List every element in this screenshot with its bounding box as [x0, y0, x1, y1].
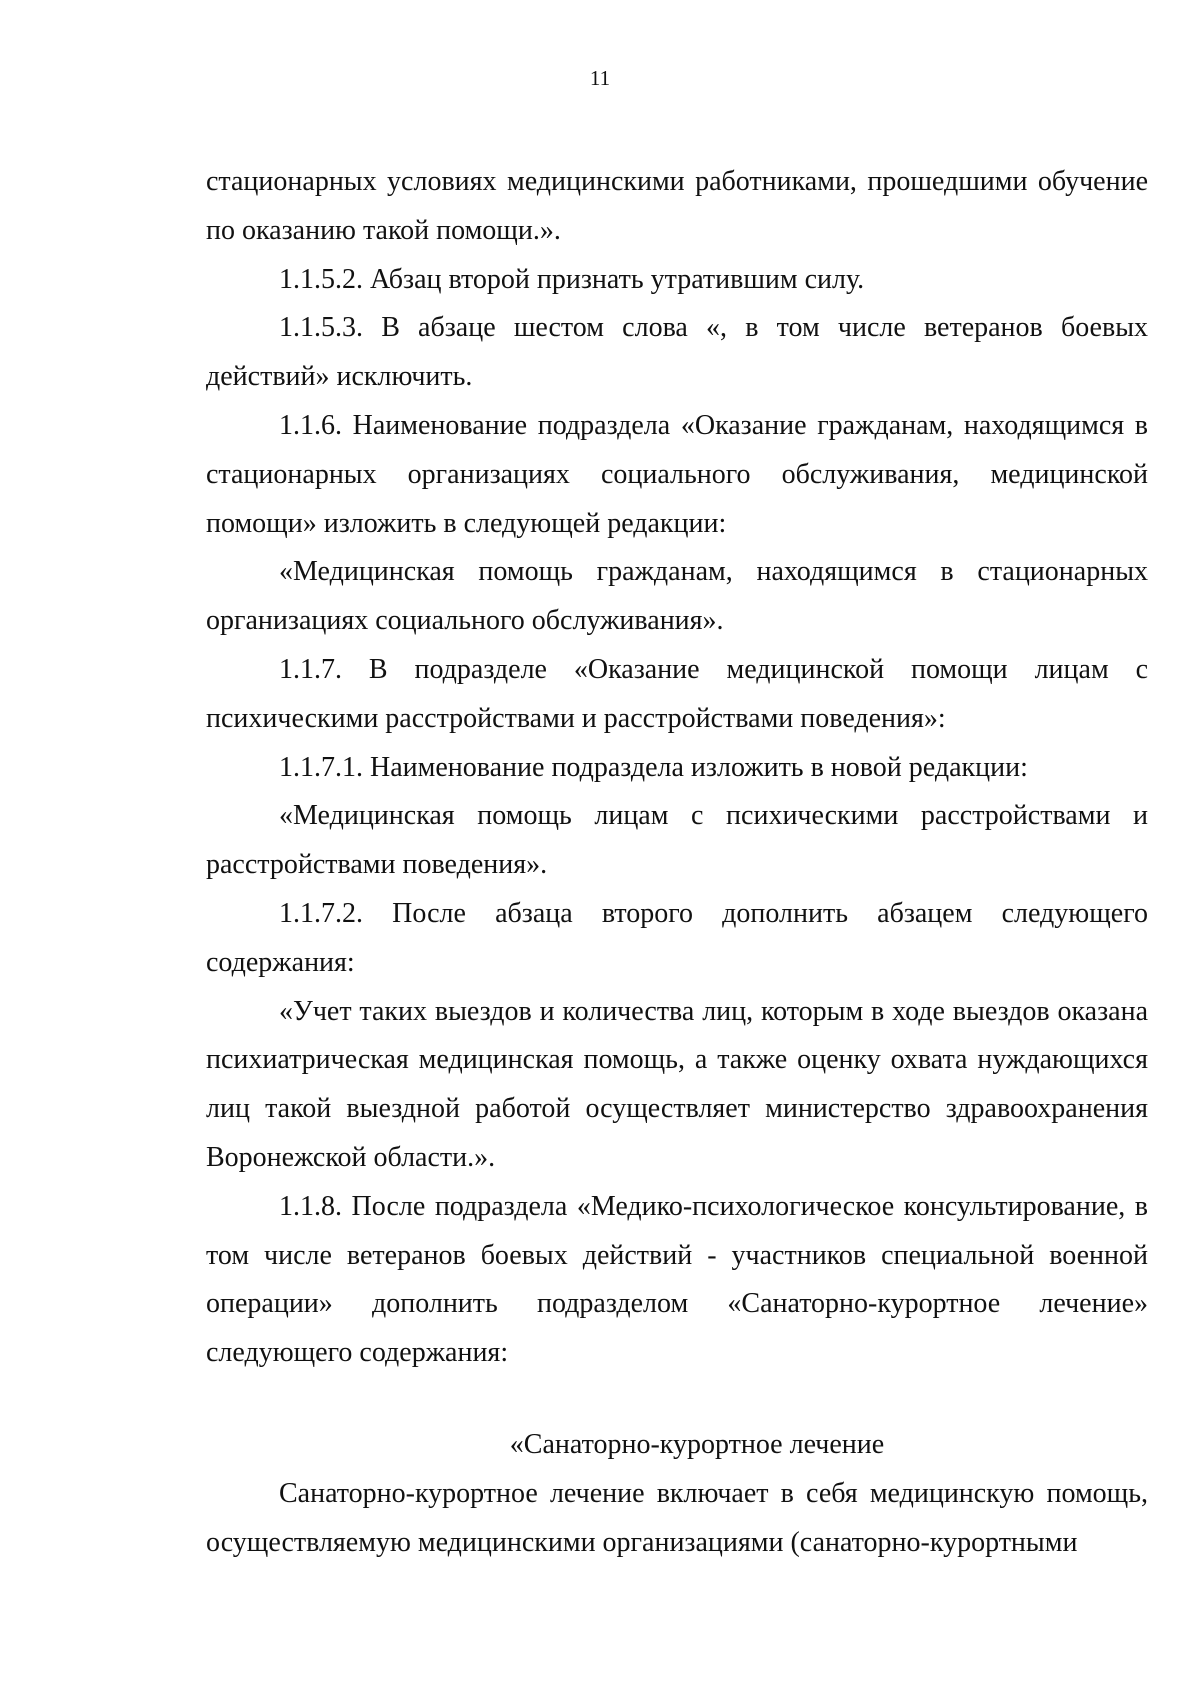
page-number: 11: [589, 66, 611, 90]
section-heading: «Санаторно-курортное лечение: [509, 1428, 885, 1460]
paragraph-1-1-5-3: 1.1.5.3. В абзаце шестом слова «, в том числе ветеранов боевых действий» исключить.: [206, 312, 1148, 393]
paragraph-1-1-7-1: 1.1.7.1. Наименование подраздела изложить в новой редакции:: [279, 751, 1028, 783]
paragraph-quote-accounting: «Учет таких выездов и количества лиц, которым в ходе выездов оказана психиатрическая медицинская помощь, а также оценку охвата нуждающихся лиц такой выездной работой осуществляет министерство здравоохранения Воронежской области.».: [206, 995, 1148, 1173]
paragraph-1-1-7: 1.1.7. В подразделе «Оказание медицинской помощи лицам с психическими расстройствами и расстройствами поведения»:: [206, 653, 1148, 734]
paragraph-1-1-8: 1.1.8. После подраздела «Медико-психологическое консультирование, в том числе ветеранов боевых действий - участников специальной военной операции» дополнить подразделом «Санаторно-курортное лечение» следующего содержания:: [206, 1190, 1148, 1369]
paragraph-1-1-5-2: 1.1.5.2. Абзац второй признать утратившим силу.: [279, 263, 865, 295]
paragraph-continuation: стационарных условиях медицинскими работниками, прошедшими обучение по оказанию такой помощи.».: [206, 166, 1148, 246]
paragraph-1-1-7-2: 1.1.7.2. После абзаца второго дополнить абзацем следующего содержания:: [206, 897, 1148, 978]
paragraph-sanatorium: Санаторно-курортное лечение включает в себя медицинскую помощь, осуществляемую медицинскими организациями (санаторно-курортными: [206, 1477, 1148, 1558]
document-body: [206, 158, 1148, 1567]
paragraph-1-1-6: 1.1.6. Наименование подраздела «Оказание гражданам, находящимся в стационарных организациях социального обслуживания, медицинской помощи» изложить в следующей редакции:: [206, 409, 1148, 539]
paragraph-quote-mental: «Медицинская помощь лицам с психическими расстройствами и расстройствами поведения».: [206, 800, 1148, 881]
paragraph-quote-social: «Медицинская помощь гражданам, находящимся в стационарных организациях социального обслуживания».: [206, 556, 1148, 637]
